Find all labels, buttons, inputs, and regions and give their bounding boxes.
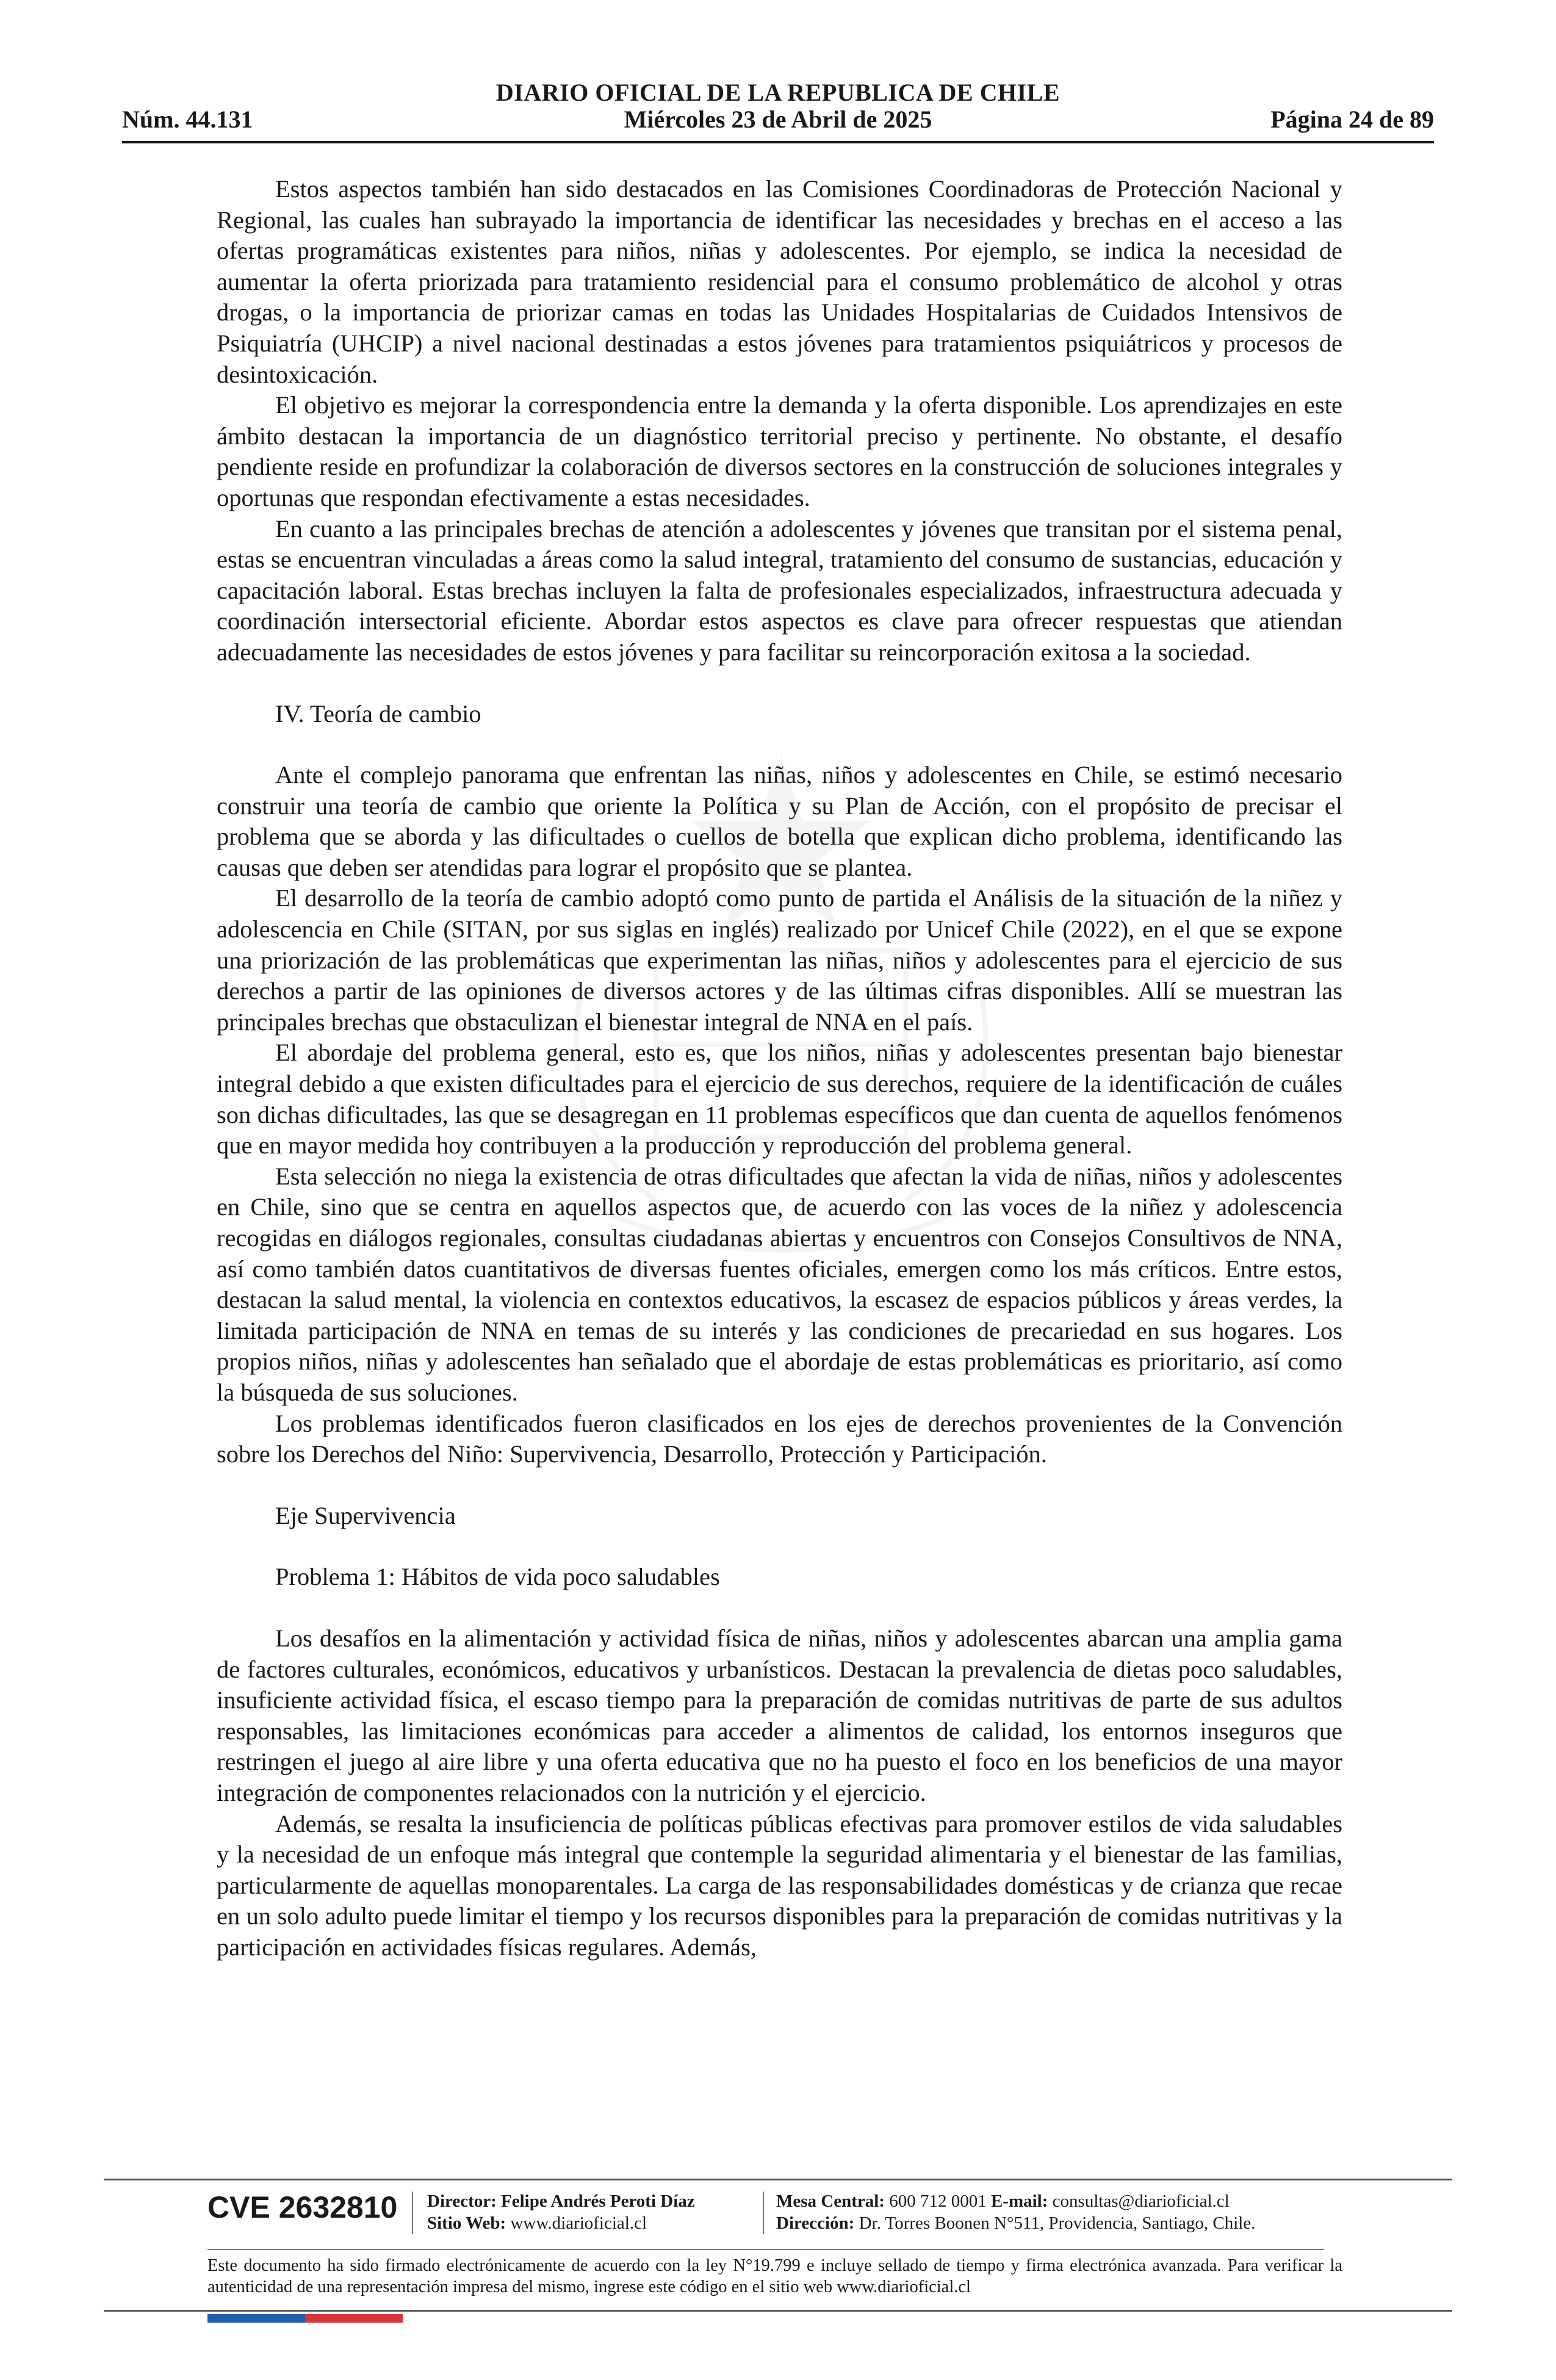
website-link[interactable]: www.diarioficial.cl <box>510 2213 647 2233</box>
paragraph: Además, se resalta la insuficiencia de políticas públicas efectivas para promover estilos de vida saludables y la necesidad de un enfoque más integral que contemple la seguridad alimentaria y el bienestar de las familias, particularmente de aquellas monoparentales. La carga de las responsabilidades domésticas y de crianza que recae en un solo adulto puede limitar el tiempo y los recursos disponibles para la preparación de comidas nutritivas y la participación en actividades físicas regulares. Además, <box>217 1809 1342 1961</box>
header-divider <box>122 141 1434 143</box>
cve-code: CVE 2632810 <box>207 2190 398 2224</box>
paragraph: El desarrollo de la teoría de cambio adoptó como punto de partida el Análisis de la situación de la niñez y adolescencia en Chile (SITAN, por sus siglas en inglés) realizado por Unicef Chile (2022), en el que se expone una priorización de las problemáticas que experimentan las niñas, niños y adolescentes para el ejercicio de sus derechos a partir de las opiniones de diversos actores y de las últimas cifras disponibles. Allí se muestran las principales brechas que obstaculizan el bienestar integral de NNA en el país. <box>217 884 1342 1036</box>
footer-separator <box>763 2191 764 2234</box>
document-body <box>217 174 1342 1963</box>
email-label: E-mail: <box>990 2191 1048 2211</box>
director-label: Director: <box>427 2191 497 2211</box>
mesa-label: Mesa Central: <box>776 2191 885 2211</box>
footer-divider-top <box>104 2179 1452 2180</box>
signature-note: Este documento ha sido firmado electrónicamente de acuerdo con la ley N°19.799 e incluye sellado de tiempo y firma electrónica avanzada. Para verificar la autenticidad de una representación impresa del mismo, ingrese este código en el sitio web www.diarioficial.cl <box>207 2256 1342 2296</box>
address-label: Dirección: <box>776 2213 855 2233</box>
website-label: Sitio Web: <box>427 2213 506 2233</box>
mesa-phone: 600 712 0001 <box>889 2191 987 2211</box>
footer-separator <box>412 2191 413 2234</box>
email-link[interactable]: consultas@diarioficial.cl <box>1052 2191 1230 2211</box>
newspaper-title: DIARIO OFICIAL DE LA REPUBLICA DE CHILE <box>495 79 1061 106</box>
paragraph: Ante el complejo panorama que enfrentan las niñas, niños y adolescentes en Chile, se estimó necesario construir una teoría de cambio que oriente la Política y su Plan de Acción, con el propósito de precisar el problema que se aborda y las dificultades o cuellos de botella que explican dicho problema, identificando las causas que deben ser atendidas para lograr el propósito que se plantea. <box>217 761 1342 881</box>
address-value: Dr. Torres Boonen N°511, Providencia, Santiago, Chile. <box>859 2213 1256 2233</box>
paragraph: Estos aspectos también han sido destacados en las Comisiones Coordinadoras de Protección Nacional y Regional, las cuales han subrayado la importancia de identificar las necesidades y brechas en el acceso a las ofertas programáticas existentes para niños, niñas y adolescentes. Por ejemplo, se indica la necesidad de aumentar la oferta priorizada para tratamiento residencial para el consumo problemático de alcohol y otras drogas, o la importancia de priorizar camas en todas las Unidades Hospitalarias de Cuidados Intensivos de Psiquiatría (UHCIP) a nivel nacional destinadas a estos jóvenes para tratamientos psiquiátricos y procesos de desintoxicación. <box>217 175 1342 388</box>
page-footer <box>207 2188 1367 2249</box>
section-heading: IV. Teoría de cambio <box>275 699 481 727</box>
page-header <box>122 73 1434 146</box>
flag-blue-stripe <box>207 2314 305 2323</box>
page-indicator: Página 24 de 89 <box>1270 106 1434 133</box>
issue-date: Miércoles 23 de Abril de 2025 <box>624 106 932 133</box>
axis-heading: Eje Supervivencia <box>275 1501 456 1529</box>
director-name: Felipe Andrés Peroti Díaz <box>501 2191 695 2211</box>
footer-contact-block <box>776 2190 1255 2234</box>
footer-divider-mid <box>207 2249 1324 2250</box>
paragraph: Esta selección no niega la existencia de otras dificultades que afectan la vida de niñas, niños y adolescentes en Chile, sino que se centra en aquellos aspectos que, de acuerdo con las voces de la niñez y adolescencia recogidas en diálogos regionales, consultas ciudadanas abiertas y encuentros con Consejos Consultivos de NNA, así como también datos cuantitativos de diversas fuentes oficiales, emergen como los más críticos. Entre estos, destacan la salud mental, la violencia en contextos educativos, la escasez de espacios públicos y áreas verdes, la limitada participación de NNA en temas de su interés y las condiciones de precariedad en sus hogares. Los propios niños, niñas y adolescentes han señalado que el abordaje de estas problemáticas es prioritario, así como la búsqueda de sus soluciones. <box>217 1162 1342 1406</box>
header-info-row <box>122 105 1434 142</box>
paragraph: El objetivo es mejorar la correspondencia entre la demanda y la oferta disponible. Los aprendizajes en este ámbito destacan la importancia de un diagnóstico territorial preciso y pertinente. No obstante, el desafío pendiente reside en profundizar la colaboración de diversos sectores en la construcción de soluciones integrales y oportunas que respondan efectivamente a estas necesidades. <box>217 391 1342 511</box>
flag-stripe <box>207 2314 403 2323</box>
problem-heading: Problema 1: Hábitos de vida poco saludables <box>275 1563 720 1591</box>
issue-number: Núm. 44.131 <box>122 106 253 133</box>
paragraph: El abordaje del problema general, esto es, que los niños, niñas y adolescentes presentan bajo bienestar integral debido a que existen dificultades para el ejercicio de sus derechos, requiere de la identificación de cuáles son dichas dificultades, las que se desagregan en 11 problemas específicos que dan cuenta de aquellos fenómenos que en mayor medida hoy contribuyen a la producción y reproducción del problema general. <box>217 1039 1342 1159</box>
paragraph: Los desafíos en la alimentación y actividad física de niñas, niños y adolescentes abarcan una amplia gama de factores culturales, económicos, educativos y urbanísticos. Destacan la prevalencia de dietas poco saludables, insuficiente actividad física, el escaso tiempo para la preparación de comidas nutritivas de parte de sus adultos responsables, las limitaciones económicas para acceder a alimentos de calidad, los entornos inseguros que restringen el juego al aire libre y una oferta educativa que no ha puesto el foco en los beneficios de una mayor integración de componentes relacionados con la nutrición y el ejercicio. <box>217 1624 1342 1806</box>
footer-director-block <box>427 2190 695 2234</box>
paragraph: Los problemas identificados fueron clasificados en los ejes de derechos provenientes de la Convención sobre los Derechos del Niño: Supervivencia, Desarrollo, Protección y Participación. <box>217 1409 1342 1468</box>
footer-divider-bottom <box>104 2310 1452 2312</box>
paragraph: En cuanto a las principales brechas de atención a adolescentes y jóvenes que transitan por el sistema penal, estas se encuentran vinculadas a áreas como la salud integral, tratamiento del consumo de sustancias, educación y capacitación laboral. Estas brechas incluyen la falta de profesionales especializados, infraestructura adecuada y coordinación intersectorial eficiente. Abordar estos aspectos es clave para ofrecer respuestas que atiendan adecuadamente las necesidades de estos jóvenes y para facilitar su reincorporación exitosa a la sociedad. <box>217 514 1342 666</box>
flag-red-stripe <box>305 2314 403 2323</box>
